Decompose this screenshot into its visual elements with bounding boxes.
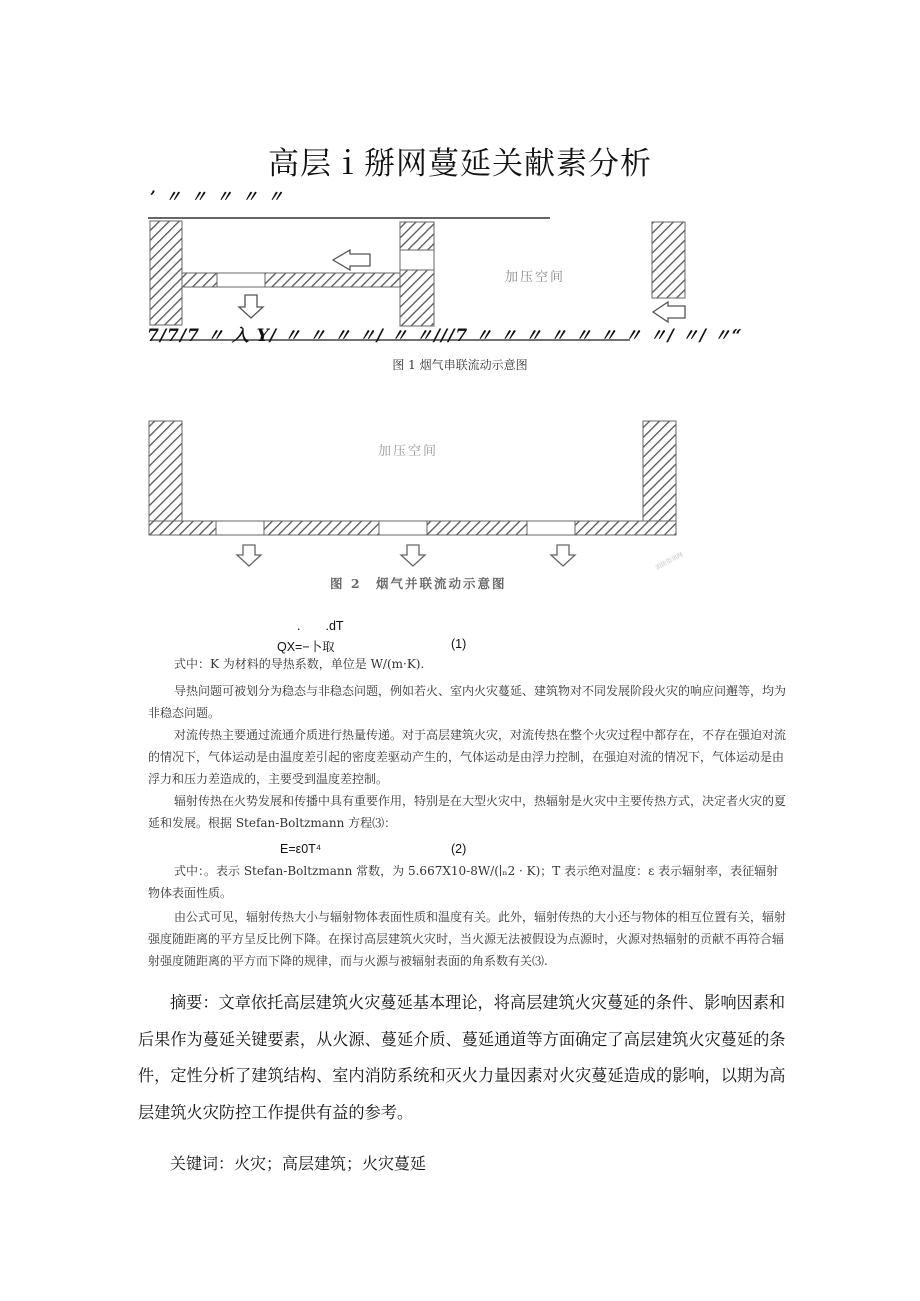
floor-slab — [149, 521, 216, 535]
paragraph-radiation: 辐射传热在火势发展和传播中具有重要作用，特别是在大型火灾中，热辐射是火灾中主要传热方式，决定者火灾的夏延和发展。根据 Stefan-Boltzmann 方程⑶： — [148, 794, 787, 830]
partition-opening — [400, 250, 434, 270]
floor-opening — [527, 521, 575, 535]
arrow-down-icon — [401, 545, 425, 566]
floor-slab-2 — [265, 273, 400, 287]
figure-1-caption: 图 1 烟气串联流动示意图 — [392, 358, 528, 372]
figure-2-caption: 图 2 烟气并联流动示意图 — [330, 576, 507, 591]
floor-slab-1 — [182, 273, 217, 287]
equation-1-note: 式中：K 为材料的导热系数，单位是 W/(m·K). — [174, 657, 425, 671]
arrow-down-icon — [551, 545, 575, 566]
abstract: 摘要：文章依托高层建筑火灾蔓延基本理论，将高层建筑火灾蔓延的条件、影响因素和后果作为蔓延关键要素，从火源、蔓延介质、蔓延通道等方面确定了高层建筑火灾蔓延的条件，定性分析了建筑结构、室内消防系统和灭火力量因素对火灾蔓延造成的影响，以期为高层建筑火灾防控工作提供有益的参考。 — [138, 993, 786, 1122]
left-wall — [149, 421, 182, 521]
equation-1-number: (1) — [451, 637, 467, 651]
arrow-left-icon — [333, 250, 370, 270]
arrow-down-icon — [239, 295, 263, 318]
left-wall — [150, 221, 182, 325]
equation-2: E=ε0T⁴ — [280, 842, 322, 856]
figure-2-diagram — [140, 415, 700, 575]
equation-2-note: 式中：。表示 Stefan-Boltzmann 常数，为 5.667X10-8W/(∣ₙ2 · K)；T 表示绝对温度：ε 表示辐射率，表征辐射物体表面性质。 — [148, 864, 779, 900]
equation-1: QX=−卜取 — [277, 640, 335, 654]
equation-2-number: (2) — [451, 842, 467, 856]
floor-opening — [379, 521, 427, 535]
scan-noise-bottom: 7/7/7 〃 入 Y/ 〃 〃 〃 〃/ 〃 〃///7 〃 〃 〃 〃 〃 〃 〃 〃/ 〃/ 〃“ — [147, 326, 743, 346]
arrow-left-icon — [653, 302, 685, 322]
figure-1-room-label: 加压空间 — [505, 270, 566, 285]
figure-2-watermark: 消防资讯网 — [654, 551, 685, 572]
floor-opening — [217, 273, 265, 287]
right-wall — [643, 421, 676, 521]
scan-noise-top: ’ 〃 〃 〃 〃 〃 — [150, 187, 286, 206]
paragraph-formula: 由公式可见，辐射传热大小与辐射物体表面性质和温度有关。此外，辐射传热的大小还与物体的相互位置有关，辐射强度随距离的平方呈反比例下降。在探讨高层建筑火灾时，当火源无法被假设为点源时，火源对热辐射的贡献不再符合辐射强度随距离的平方而下降的规律，而与火源与被辐射表面的角系数有关⑶. — [148, 910, 787, 968]
arrow-down-icon — [237, 545, 261, 566]
floor-slab — [427, 521, 527, 535]
figure-2-room-label: 加压空间 — [378, 444, 439, 459]
keywords: 关键词：火灾；高层建筑；火灾蔓延 — [170, 1154, 427, 1173]
right-wall — [652, 222, 685, 298]
paragraph-convection: 对流传热主要通过流通介质进行热量传递。对于高层建筑火灾，对流传热在整个火灾过程中都存在，不存在强迫对流的情况下，气体运动是由温度差引起的密度差驱动产生的，气体运动是由浮力控制，在强迫对流的情况下，气体运动是由浮力和压力差造成的，主要受到温度差控制。 — [148, 728, 787, 786]
paragraph-conduction: 导热问题可被划分为稳态与非稳态问题，例如若火、室内火灾蔓延、建筑物对不同发展阶段火灾的响应问邂等，均为非稳态问题。 — [148, 684, 787, 720]
floor-slab — [264, 521, 379, 535]
equation-1-top-line: . .dT — [297, 619, 344, 633]
floor-opening — [216, 521, 264, 535]
page-title: 高层ｉ掰网蔓延关献素分析 — [268, 146, 652, 182]
floor-slab — [575, 521, 676, 535]
partition-lower — [400, 270, 434, 326]
partition-upper — [400, 222, 434, 250]
